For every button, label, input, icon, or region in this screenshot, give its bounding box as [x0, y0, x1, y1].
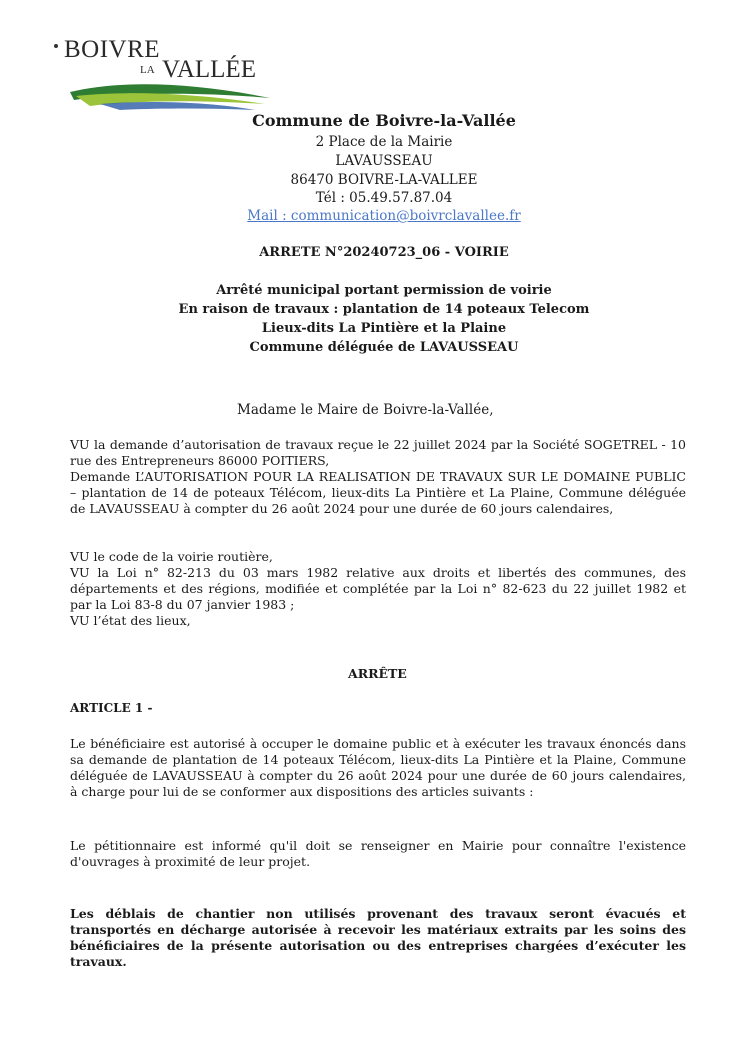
email-link[interactable]: Mail : communication@boivrclavallee.fr [247, 208, 521, 224]
considerant-code-voirie: VU le code de la voirie routière, [70, 549, 273, 564]
salutation: Madame le Maire de Boivre-la-Vallée, [237, 402, 494, 418]
commune-name: Commune de Boivre-la-Vallée [252, 111, 516, 130]
considerant-vu-demande: VU la demande d’autorisation de travaux reçue le 22 juillet 2024 par la Société SOGETREL - 10 rue des Entrepreneurs 86000 POITIERS, [70, 437, 686, 468]
address-line-3: 86470 BOIVRE-LA-VALLEE [290, 172, 478, 188]
email-link-wrapper [12, 208, 744, 224]
arrete-heading: ARRÊTE [348, 666, 407, 681]
considerant-etat-lieux: VU l’état des lieux, [70, 613, 191, 628]
article-1-title: ARTICLE 1 - [70, 701, 153, 715]
logo-text-la: LA [140, 64, 155, 76]
object-line-3: Lieux-dits La Pintière et la Plaine [261, 321, 507, 336]
logo-text-boivre: BOIVRE [64, 36, 161, 63]
commune-logo [40, 30, 280, 112]
arrete-number: ARRETE N°20240723_06 - VOIRIE [259, 245, 509, 260]
article-1-paragraph-3: Les déblais de chantier non utilisés provenant des travaux seront évacués et transportés en décharge autorisée à recevoir les matériaux extraits par les soins des bénéficiaires de la présente autorisation ou des entreprises chargées d’exécuter les travaux. [70, 906, 686, 969]
article-1-paragraph-1: Le bénéficiaire est autorisé à occuper le domaine public et à exécuter les travaux énoncés dans sa demande de plantation de 14 poteaux Télécom, lieux-dits La Pintière et la Plaine, Commune déléguée de LAVAUSSEAU à compter du 26 août 2024 pour une durée de 60 jours calendaires, à charge pour lui de se conformer aux dispositions des articles suivants : [70, 736, 686, 799]
object-line-4: Commune déléguée de LAVAUSSEAU [249, 340, 519, 355]
considerant-demande: Demande L’AUTORISATION POUR LA REALISATION DE TRAVAUX SUR LE DOMAINE PUBLIC – plantation de 14 de poteaux Télécom, lieux-dits La Pintière et La Plaine, Commune déléguée de LAVAUSSEAU à compter du 26 août 2024 pour une durée de 60 jours calendaires, [70, 469, 686, 516]
phone-number: Tél : 05.49.57.87.04 [315, 190, 453, 206]
logo-text-vallee: VALLÉE [162, 56, 256, 83]
address-line-1: 2 Place de la Mairie [315, 134, 453, 150]
object-line-1: Arrêté municipal portant permission de voirie [216, 283, 552, 298]
article-1-paragraph-2: Le pétitionnaire est informé qu'il doit se renseigner en Mairie pour connaître l'existence d'ouvrages à proximité de leur projet. [70, 838, 686, 869]
considerant-loi: VU la Loi n° 82-213 du 03 mars 1982 relative aux droits et libertés des communes, des départements et des régions, modifiée et complétée par la Loi n° 82-623 du 22 juillet 1982 et par la Loi 83-8 du 07 janvier 1983 ; [70, 565, 686, 612]
address-line-2: LAVAUSSEAU [335, 153, 433, 169]
object-line-2: En raison de travaux : plantation de 14 poteaux Telecom [178, 302, 590, 317]
